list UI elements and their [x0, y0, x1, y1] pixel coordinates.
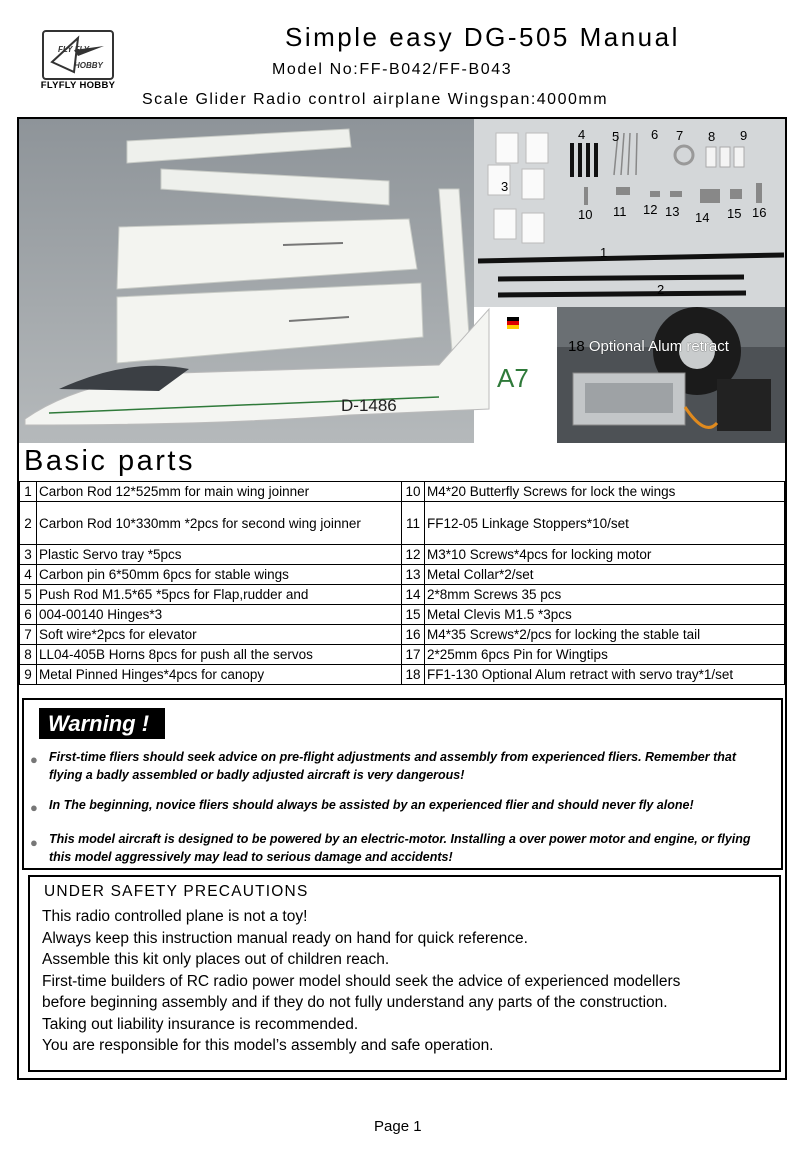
- part-description: Push Rod M1.5*65 *5pcs for Flap,rudder and: [37, 585, 402, 605]
- brand-logo: [38, 30, 116, 92]
- part-label-7: 7: [676, 128, 684, 143]
- part-label-3: 3: [501, 179, 509, 194]
- part-description: FF12-05 Linkage Stoppers*10/set: [425, 502, 785, 545]
- table-row: [20, 565, 785, 585]
- part-description: 004-00140 Hinges*3: [37, 605, 402, 625]
- manual-subtitle: Scale Glider Radio control airplane Wingspan:4000mm: [142, 91, 609, 108]
- part-description: Carbon Rod 10*330mm *2pcs for second wing joinner: [37, 502, 402, 545]
- table-row: [20, 665, 785, 685]
- part-description: M3*10 Screws*4pcs for locking motor: [425, 545, 785, 565]
- safety-lines: [42, 906, 680, 1057]
- part-label-4: 4: [578, 127, 586, 142]
- manual-title: Simple easy DG-505 Manual: [285, 22, 680, 52]
- retract-label: Optional Alum retract: [588, 338, 729, 355]
- part-description: LL04-405B Horns 8pcs for push all the servos: [37, 645, 402, 665]
- part-number: 3: [20, 545, 37, 565]
- table-row: [20, 645, 785, 665]
- part-label-9: 9: [740, 128, 748, 143]
- part-label-14: 14: [695, 210, 710, 225]
- part-description: Metal Collar*2/set: [425, 565, 785, 585]
- part-number: 5: [20, 585, 37, 605]
- model-number: Model No:FF-B042/FF-B043: [272, 61, 513, 78]
- part-label-13: 13: [665, 204, 680, 219]
- warning-item: In The beginning, novice fliers should always be assisted by an experienced flier and should never fly alone!: [49, 798, 694, 812]
- part-description: Soft wire*2pcs for elevator: [37, 625, 402, 645]
- safety-line: This radio controlled plane is not a toy!: [42, 908, 308, 925]
- part-number: 6: [20, 605, 37, 625]
- retract-photo: [557, 307, 785, 443]
- part-label-2: 2: [657, 282, 665, 297]
- part-label-8: 8: [708, 129, 716, 144]
- part-description: Metal Pinned Hinges*4pcs for canopy: [37, 665, 402, 685]
- part-description: 2*25mm 6pcs Pin for Wingtips: [425, 645, 785, 665]
- part-description: M4*35 Screws*2/pcs for locking the stable tail: [425, 625, 785, 645]
- safety-line: before beginning assembly and if they do not fully understand any parts of the construction.: [42, 994, 668, 1011]
- bullet-icon: ●: [30, 752, 38, 767]
- part-label-15: 15: [727, 206, 742, 221]
- part-label-11: 11: [613, 204, 627, 219]
- page-number: Page 1: [374, 1118, 422, 1135]
- safety-line: Always keep this instruction manual ready on hand for quick reference.: [42, 929, 528, 947]
- registration-mark: D-1486: [341, 396, 397, 415]
- part-number: 15: [402, 605, 425, 625]
- part-number: 4: [20, 565, 37, 585]
- safety-title: UNDER SAFETY PRECAUTIONS: [44, 883, 309, 900]
- table-row: [20, 605, 785, 625]
- table-row: [20, 625, 785, 645]
- safety-line: First-time builders of RC radio power model should seek the advice of experienced modellers: [42, 972, 681, 990]
- glider-parts-photo: [19, 119, 529, 443]
- warning-item: This model aircraft is designed to be powered by an electric-motor. Installing a over power motor and engine, or flying this model aggressively may lead to serious damage and accidents!: [49, 832, 751, 864]
- part-label-10: 10: [578, 207, 593, 222]
- part-number: 10: [402, 482, 425, 502]
- part-label-12: 12: [643, 202, 658, 217]
- part-label-5: 5: [612, 129, 620, 144]
- part-description: M4*20 Butterfly Screws for lock the wings: [425, 482, 785, 502]
- part-number: 11: [402, 502, 425, 545]
- tail-mark: A7: [497, 363, 529, 393]
- table-row: [20, 502, 785, 545]
- part-number: 2: [20, 502, 37, 545]
- part-description: 2*8mm Screws 35 pcs: [425, 585, 785, 605]
- logo-emblem: [42, 30, 114, 80]
- small-parts-photo: [474, 119, 785, 307]
- part-number: 7: [20, 625, 37, 645]
- retract-number: 18: [568, 338, 585, 355]
- bullet-icon: ●: [30, 835, 38, 850]
- table-row: [20, 482, 785, 502]
- table-row: [20, 585, 785, 605]
- warning-item: First-time fliers should seek advice on pre-flight adjustments and assembly from experienced fliers. Remember that flying a badly assembled or badly adjusted aircraft is very dangerous!: [49, 750, 737, 782]
- part-number: 18: [402, 665, 425, 685]
- brand-name: FLYFLY HOBBY: [40, 80, 116, 91]
- parts-table: [19, 481, 785, 685]
- svg-text:HOBBY: HOBBY: [74, 61, 103, 70]
- safety-line: Taking out liability insurance is recommended.: [42, 1015, 359, 1033]
- part-description: Carbon pin 6*50mm 6pcs for stable wings: [37, 565, 402, 585]
- svg-text:FLY FLY: FLY FLY: [58, 45, 90, 54]
- part-label-1: 1: [600, 245, 608, 260]
- part-description: FF1-130 Optional Alum retract with servo tray*1/set: [425, 665, 785, 685]
- part-number: 17: [402, 645, 425, 665]
- part-number: 13: [402, 565, 425, 585]
- part-number: 16: [402, 625, 425, 645]
- part-number: 1: [20, 482, 37, 502]
- part-number: 8: [20, 645, 37, 665]
- part-number: 9: [20, 665, 37, 685]
- section-title: Basic parts: [24, 445, 195, 477]
- bullet-icon: ●: [30, 800, 38, 815]
- table-row: [20, 545, 785, 565]
- part-description: Plastic Servo tray *5pcs: [37, 545, 402, 565]
- retract-caption: [568, 338, 729, 355]
- part-label-16: 16: [752, 205, 767, 220]
- warning-title: Warning !: [39, 708, 165, 739]
- safety-line: You are responsible for this model’s assembly and safe operation.: [42, 1037, 494, 1054]
- part-number: 12: [402, 545, 425, 565]
- part-description: Carbon Rod 12*525mm for main wing joinner: [37, 482, 402, 502]
- part-number: 14: [402, 585, 425, 605]
- part-label-6: 6: [651, 127, 659, 142]
- safety-line: Assemble this kit only places out of children reach.: [42, 951, 390, 968]
- part-description: Metal Clevis M1.5 *3pcs: [425, 605, 785, 625]
